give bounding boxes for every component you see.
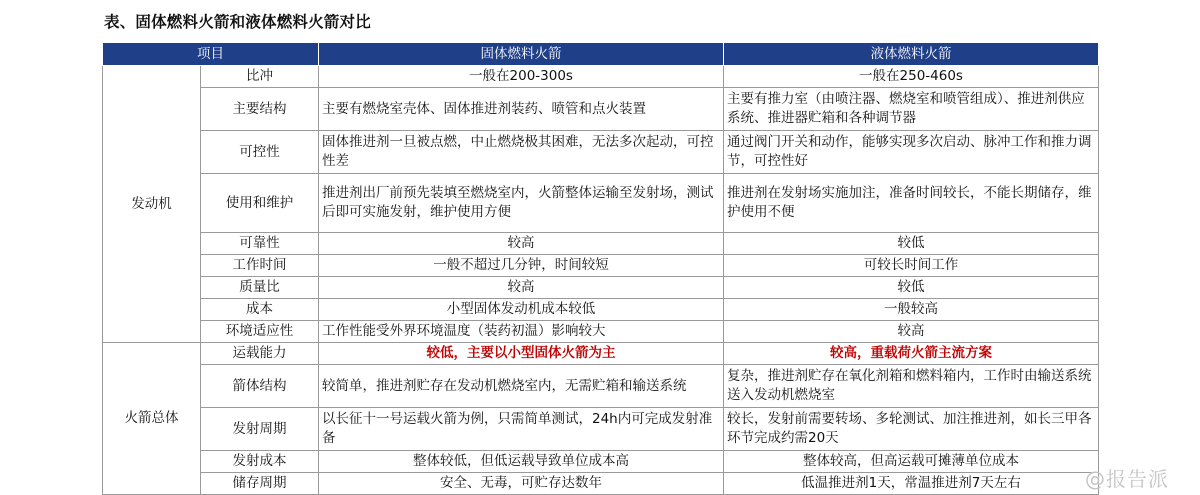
row-item: 环境适应性	[201, 321, 319, 343]
cell-solid: 主要有燃烧室壳体、固体推进剂装药、喷管和点火装置	[319, 88, 724, 131]
table-row	[103, 66, 1099, 88]
table-row	[103, 365, 1099, 408]
row-item: 质量比	[201, 277, 319, 299]
table-row	[103, 321, 1099, 343]
cell-liquid: 较高，重载荷火箭主流方案	[724, 343, 1099, 365]
row-item: 可靠性	[201, 233, 319, 255]
header-solid: 固体燃料火箭	[319, 43, 724, 66]
watermark: @报告派	[1085, 467, 1169, 491]
cell-liquid: 一般在250-460s	[724, 66, 1099, 88]
cell-liquid: 较低	[724, 277, 1099, 299]
table-row	[103, 408, 1099, 451]
cell-liquid: 可较长时间工作	[724, 255, 1099, 277]
cell-liquid: 通过阀门开关和动作，能够实现多次启动、脉冲工作和推力调节，可控性好	[724, 131, 1099, 174]
table-row	[103, 343, 1099, 365]
cell-solid: 固体推进剂一旦被点燃，中止燃烧极其困难，无法多次起动，可控性差	[319, 131, 724, 174]
row-item: 成本	[201, 299, 319, 321]
cell-solid: 较低，主要以小型固体火箭为主	[319, 343, 724, 365]
table-row	[103, 88, 1099, 131]
cell-solid: 工作性能受外界环境温度（装药初温）影响较大	[319, 321, 724, 343]
cell-liquid: 低温推进剂1天，常温推进剂7天左右	[724, 473, 1099, 495]
cell-solid: 小型固体发动机成本较低	[319, 299, 724, 321]
row-item: 发射周期	[201, 408, 319, 451]
cell-liquid: 推进剂在发射场实施加注，准备时间较长，不能长期储存，维护使用不便	[724, 174, 1099, 233]
table-row	[103, 174, 1099, 233]
row-item: 运载能力	[201, 343, 319, 365]
cell-solid: 整体较低，但低运载导致单位成本高	[319, 451, 724, 473]
row-item: 可控性	[201, 131, 319, 174]
table-row	[103, 277, 1099, 299]
table-row	[103, 451, 1099, 473]
cell-solid: 较高	[319, 233, 724, 255]
comparison-table	[102, 42, 1099, 495]
row-item: 比冲	[201, 66, 319, 88]
header-row	[103, 43, 1099, 66]
row-item: 箭体结构	[201, 365, 319, 408]
row-item: 主要结构	[201, 88, 319, 131]
cell-liquid: 主要有推力室（由喷注器、燃烧室和喷管组成）、推进剂供应系统、推进器贮箱和各种调节器	[724, 88, 1099, 131]
cell-liquid: 较长，发射前需要转场、多轮测试、加注推进剂，如长三甲各环节完成约需20天	[724, 408, 1099, 451]
cell-liquid: 一般较高	[724, 299, 1099, 321]
cell-solid: 较简单，推进剂贮存在发动机燃烧室内，无需贮箱和输送系统	[319, 365, 724, 408]
row-item: 使用和维护	[201, 174, 319, 233]
cell-solid: 推进剂出厂前预先装填至燃烧室内，火箭整体运输至发射场，测试后即可实施发射，维护使用方便	[319, 174, 724, 233]
cell-solid: 较高	[319, 277, 724, 299]
header-liquid: 液体燃料火箭	[724, 43, 1099, 66]
cell-solid: 一般不超过几分钟，时间较短	[319, 255, 724, 277]
table-row	[103, 299, 1099, 321]
header-item: 项目	[103, 43, 319, 66]
cell-liquid: 较高	[724, 321, 1099, 343]
group-label-rocket: 火箭总体	[103, 343, 201, 495]
table-title: 表、固体燃料火箭和液体燃料火箭对比	[104, 13, 371, 31]
cell-liquid: 整体较高，但高运载可摊薄单位成本	[724, 451, 1099, 473]
cell-solid: 安全、无毒，可贮存达数年	[319, 473, 724, 495]
cell-solid: 一般在200-300s	[319, 66, 724, 88]
table-row	[103, 255, 1099, 277]
cell-liquid: 较低	[724, 233, 1099, 255]
row-item: 储存周期	[201, 473, 319, 495]
row-item: 发射成本	[201, 451, 319, 473]
row-item: 工作时间	[201, 255, 319, 277]
table-row	[103, 131, 1099, 174]
cell-liquid: 复杂，推进剂贮存在氧化剂箱和燃料箱内，工作时由输送系统送入发动机燃烧室	[724, 365, 1099, 408]
cell-solid: 以长征十一号运载火箭为例，只需简单测试，24h内可完成发射准备	[319, 408, 724, 451]
table-row	[103, 473, 1099, 495]
table-row	[103, 233, 1099, 255]
group-label-engine: 发动机	[103, 66, 201, 343]
